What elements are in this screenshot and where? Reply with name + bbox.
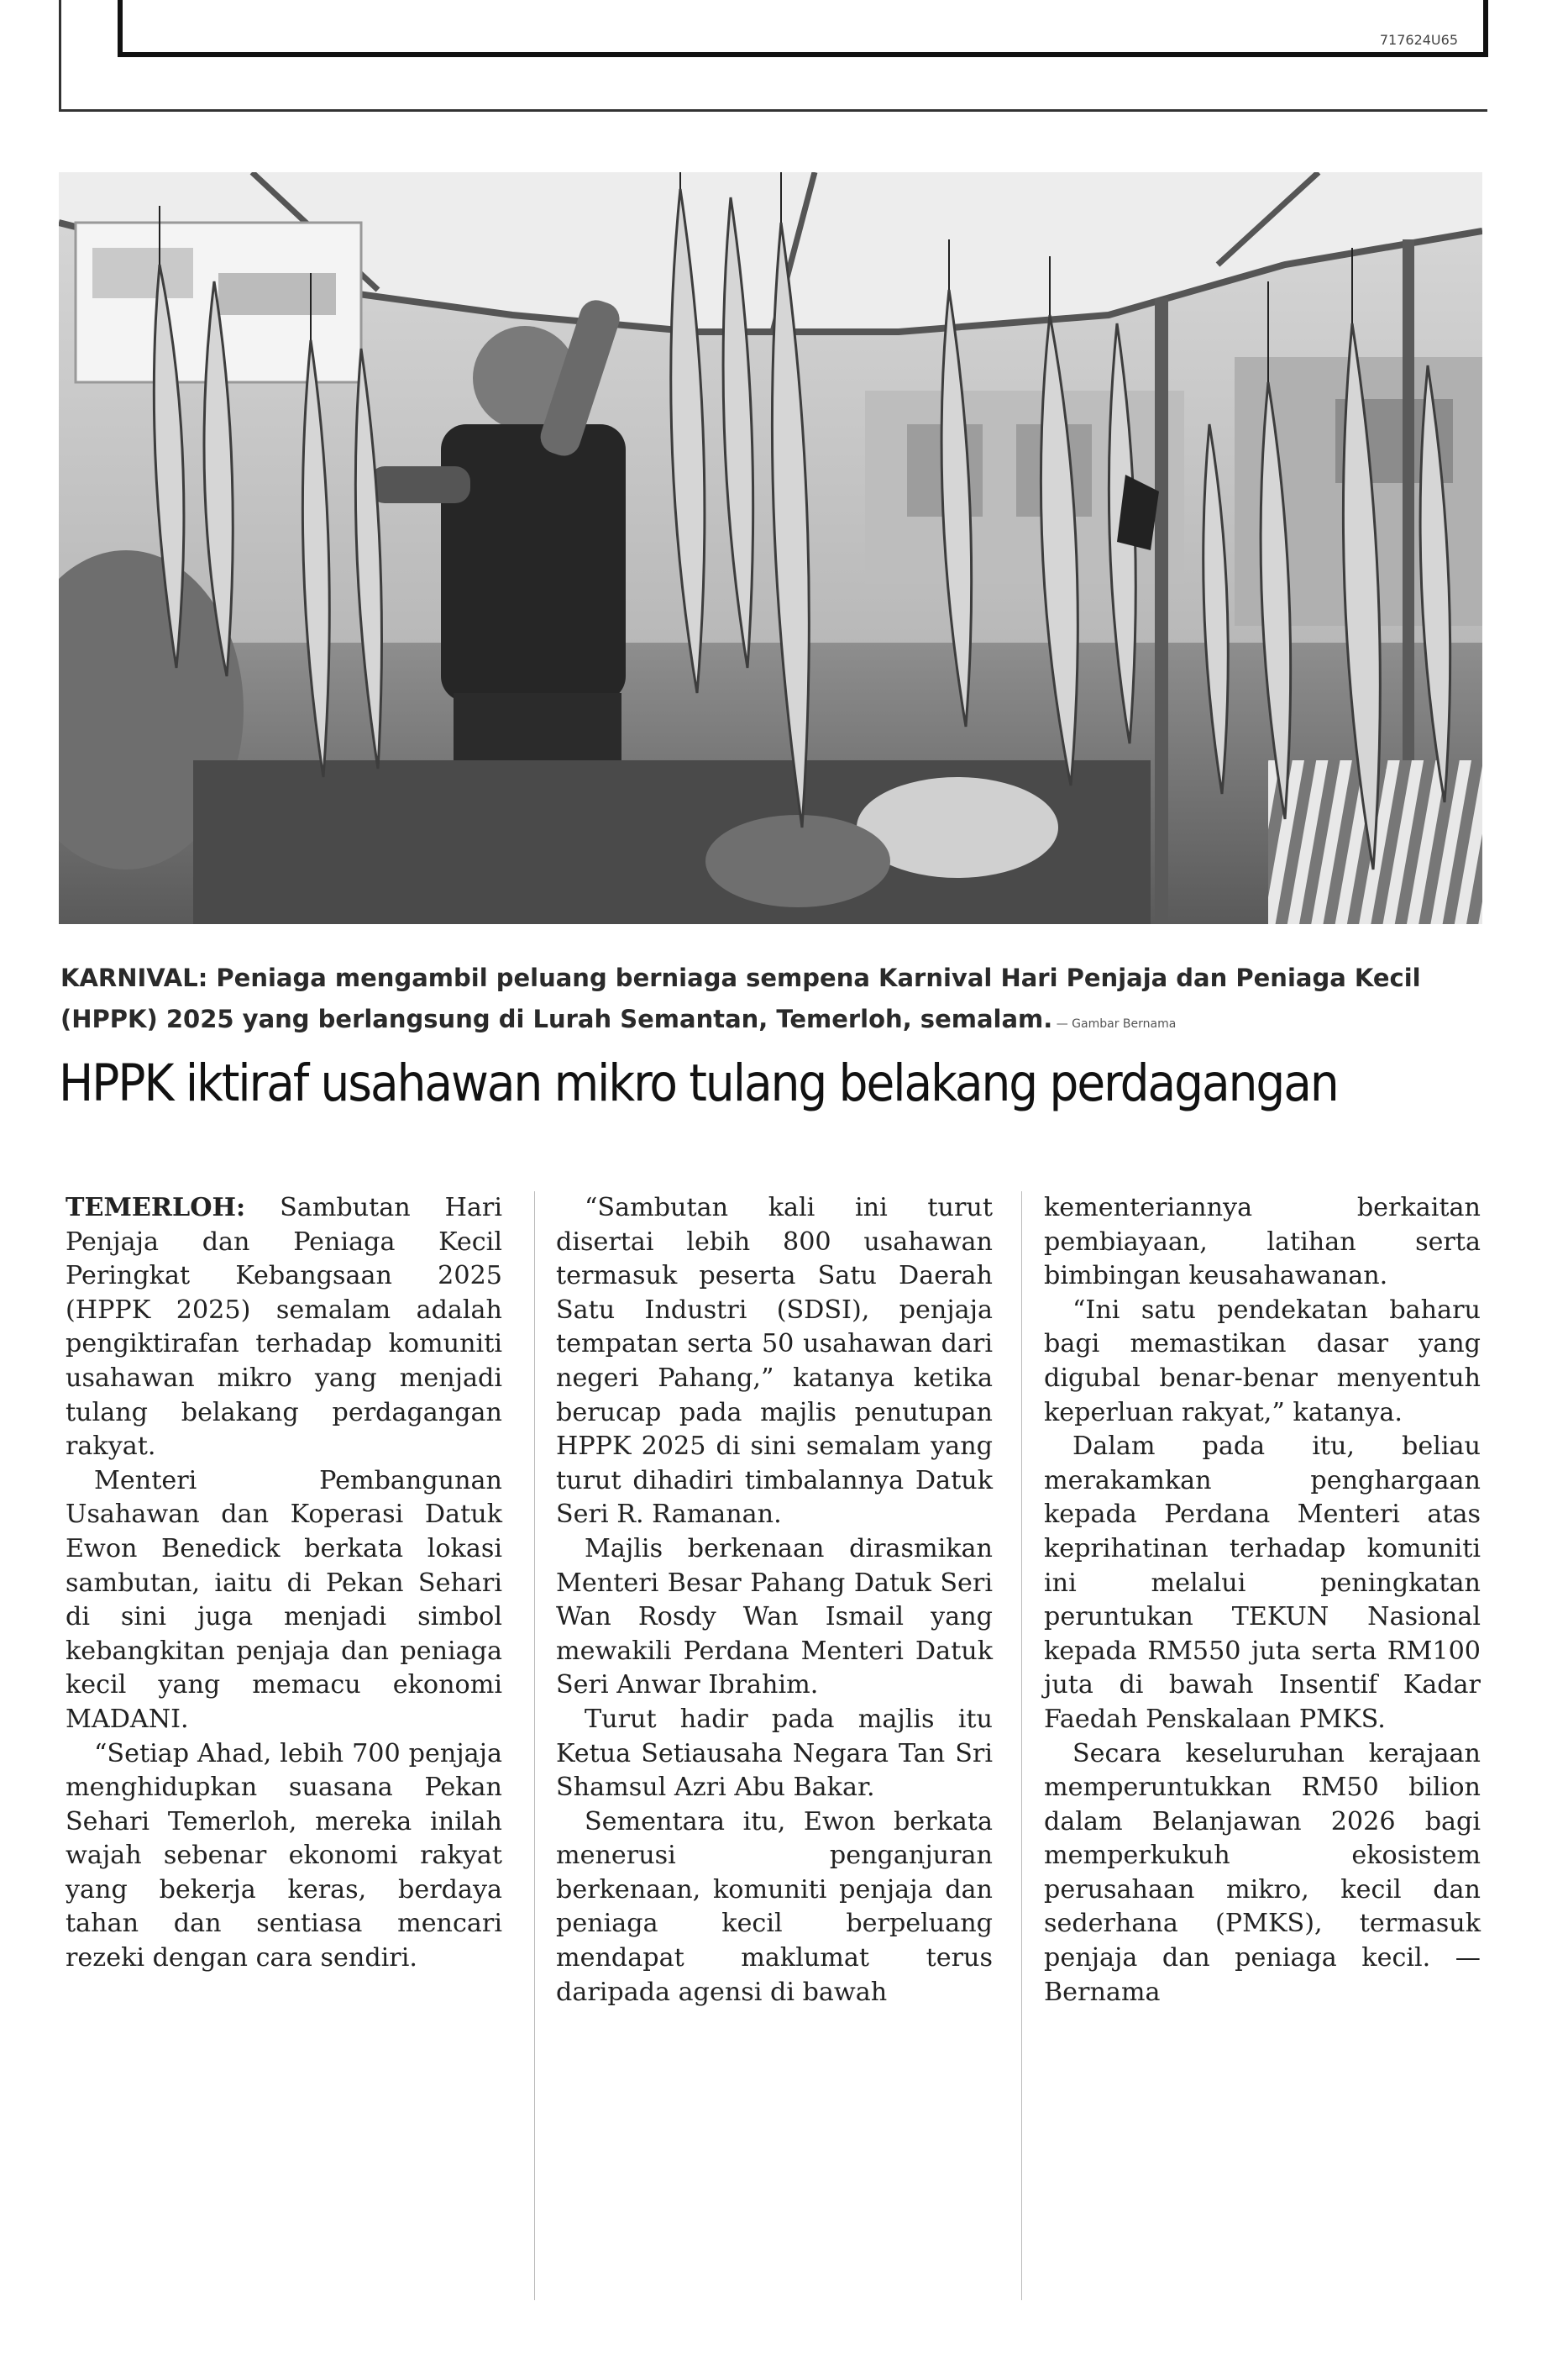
article-paragraph <box>66 1191 502 1464</box>
article-paragraph: Majlis berkenaan dirasmikan Menteri Besar Pahang Datuk Seri Wan Rosdy Wan Ismail yang mewakili Perdana Menteri Datuk Seri Anwar Ibrahim. <box>556 1533 993 1700</box>
article-column-1 <box>66 1191 502 1976</box>
article-paragraph: “Sambutan kali ini turut disertai lebih 800 usahawan termasuk peserta Satu Daerah Satu Industri (SDSI), penjaja tempatan serta 50 usahawan dari negeri Pahang,” katanya ketika berucap pada majlis penutupan HPPK 2025 di sini semalam yang turut dihadiri timbalannya Datuk Seri R. Ramanan. <box>556 1193 993 1530</box>
article-column-3 <box>1044 1191 1481 2010</box>
caption-text: Peniaga mengambil peluang berniaga sempena Karnival Hari Penjaja dan Peniaga Kecil (HPPK) 2025 yang berlangsung di Lurah Semantan, Temerloh, semalam. <box>60 964 1421 1033</box>
advert-box <box>118 0 1488 57</box>
article-paragraph: Secara keseluruhan kerajaan memperuntukkan RM50 bilion dalam Belanjawan 2026 bagi memperkukuh ekosistem perusahaan mikro, kecil dan sederhana (PMKS), termasuk penjaja dan peniaga kecil. — Bernama <box>1044 1738 1481 2007</box>
article-paragraph: “Setiap Ahad, lebih 700 penjaja menghidupkan suasana Pekan Sehari Temerloh, mereka inilah wajah sebenar ekonomi rakyat yang bekerja keras, berdaya tahan dan sentiasa mencari rezeki dengan cara sendiri. <box>66 1738 502 1973</box>
article-column-2 <box>556 1191 993 2010</box>
article-dateline: TEMERLOH: <box>66 1193 246 1222</box>
article-paragraph: Menteri Pembangunan Usahawan dan Koperasi Datuk Ewon Benedick berkata lokasi sambutan, iaitu di Pekan Sehari di sini juga menjadi simbol kebangkitan penjaja dan peniaga kecil yang memacu ekonomi MADANI. <box>66 1465 502 1734</box>
caption-credit: — Gambar Bernama <box>1052 1017 1177 1031</box>
column-divider <box>1021 1191 1022 2300</box>
advert-code: 717624U65 <box>1379 32 1458 48</box>
market-stall-photo <box>59 172 1482 924</box>
column-divider <box>534 1191 535 2300</box>
article-paragraph-text: Sambutan Hari Penjaja dan Peniaga Kecil Peringkat Kebangsaan 2025 (HPPK 2025) semalam adalah pengiktirafan terhadap komuniti usahawan mikro yang menjadi tulang belakang perdagangan rakyat. <box>66 1193 502 1462</box>
article-paragraph: Sementara itu, Ewon berkata menerusi penganjuran berkenaan, komuniti penjaja dan peniaga kecil berpeluang mendapat maklumat terus daripada agensi di bawah <box>556 1806 993 2007</box>
article-photo <box>59 172 1482 924</box>
article-paragraph: “Ini satu pendekatan baharu bagi memastikan dasar yang digubal benar-benar menyentuh keperluan rakyat,” katanya. <box>1044 1295 1481 1427</box>
article-paragraph: Turut hadir pada majlis itu Ketua Setiausaha Negara Tan Sri Shamsul Azri Abu Bakar. <box>556 1704 993 1803</box>
article-headline: HPPK iktiraf usahawan mikro tulang belakang perdagangan <box>59 1053 1338 1113</box>
article-paragraph: Dalam pada itu, beliau merakamkan penghargaan kepada Perdana Menteri atas keprihatinan terhadap komuniti ini melalui peningkatan peruntukan TEKUN Nasional kepada RM550 juta serta RM100 juta di bawah Insentif Kadar Faedah Penskalaan PMKS. <box>1044 1432 1481 1734</box>
article-paragraph: kementeriannya berkaitan pembiayaan, latihan serta bimbingan keusahawanan. <box>1044 1193 1481 1291</box>
photo-caption <box>60 958 1480 1045</box>
caption-lead: KARNIVAL: <box>60 964 208 992</box>
